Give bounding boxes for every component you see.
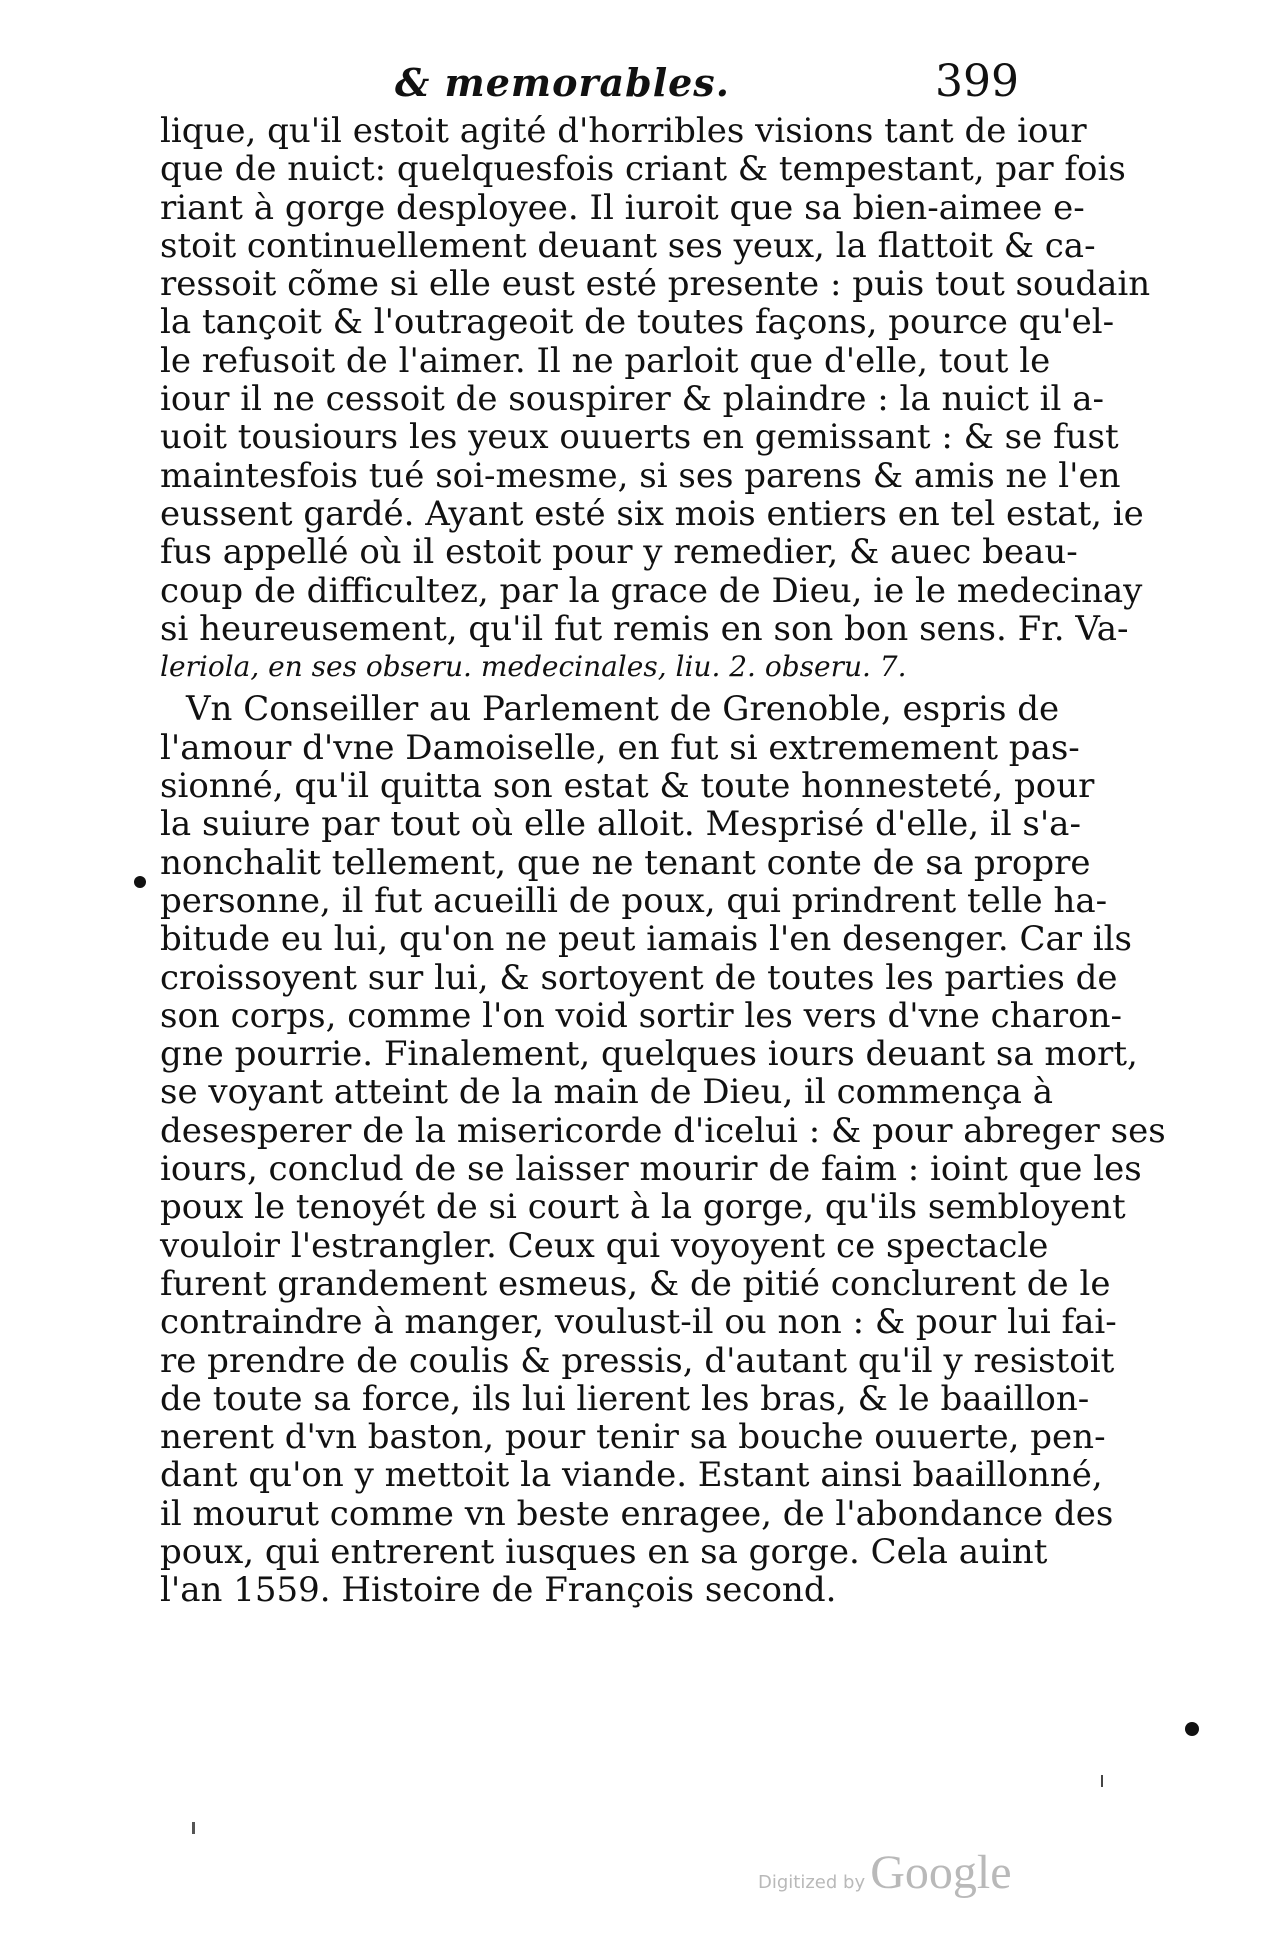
text-line: coup de difficultez, par la grace de Dieu, ie le medecinay — [160, 570, 1143, 611]
watermark-brand: Google — [870, 1846, 1012, 1899]
ink-speck — [192, 1822, 195, 1834]
text-line: iour il ne cessoit de souspirer & plaindre : la nuict il a- — [160, 379, 1104, 420]
text-line: eussent gardé. Ayant esté six mois entiers en tel estat, ie — [160, 493, 1144, 534]
text-line: furent grandement esmeus, & de pitié conclurent de le — [160, 1263, 1111, 1304]
text-line: l'amour d'vne Damoiselle, en fut si extremement pas- — [160, 727, 1080, 768]
text-line: lique, qu'il estoit agité d'horribles visions tant de iour — [160, 111, 1087, 151]
text-line: son corps, comme l'on void sortir les vers d'vne charon- — [160, 995, 1122, 1036]
text-line: iours, conclud de se laisser mourir de faim : ioint que les — [160, 1149, 1142, 1190]
text-line: l'an 1559. Histoire de François second. — [160, 1570, 837, 1611]
paragraph-1 — [160, 111, 1151, 686]
text-line: la tançoit & l'outrageoit de toutes façons, pource qu'el- — [160, 302, 1115, 343]
digitized-watermark — [758, 1845, 1012, 1905]
ink-speck — [1185, 1722, 1199, 1736]
text-line: se voyant atteint de la main de Dieu, il commença à — [160, 1072, 1054, 1113]
text-line: stoit continuellement deuant ses yeux, la flattoit & ca- — [160, 225, 1096, 266]
text-line: la suiure par tout où elle alloit. Mesprisé d'elle, il s'a- — [160, 804, 1081, 845]
text-line: maintesfois tué soi-mesme, si ses parens & amis ne l'en — [160, 455, 1121, 496]
page-header — [395, 52, 1019, 112]
watermark-prefix: Digitized by — [758, 1872, 866, 1893]
text-line: dant qu'on y mettoit la viande. Estant ainsi baaillonné, — [160, 1455, 1103, 1496]
text-line: il mourut comme vn beste enragee, de l'abondance des — [160, 1493, 1114, 1534]
text-line: nerent d'vn baston, pour tenir sa bouche ouuerte, pen- — [160, 1417, 1106, 1458]
text-line: vouloir l'estrangler. Ceux qui voyoyent ce spectacle — [160, 1225, 1049, 1266]
page-number: 399 — [935, 56, 1019, 107]
text-line: de toute sa force, ils lui lierent les bras, & le baaillon- — [160, 1378, 1090, 1419]
text-line: nonchalit tellement, que ne tenant conte de sa propre — [160, 842, 1091, 883]
text-line: Vn Conseiller au Parlement de Grenoble, espris de — [186, 689, 1060, 730]
text-line: ressoit cõme si elle eust esté presente : puis tout soudain — [160, 264, 1151, 305]
body-text — [160, 111, 1166, 1611]
ink-speck — [1101, 1775, 1103, 1787]
running-head: & memorables. — [395, 60, 730, 105]
margin-mark — [134, 876, 146, 888]
text-line: personne, il fut acueilli de poux, qui prindrent telle ha- — [160, 880, 1108, 921]
text-line: desesperer de la misericorde d'icelui : & pour abreger ses — [160, 1110, 1166, 1151]
text-line: fus appellé où il estoit pour y remedier, & auec beau- — [160, 532, 1078, 573]
text-line: riant à gorge desployee. Il iuroit que sa bien-aimee e- — [160, 187, 1085, 228]
paragraph-2 — [160, 689, 1166, 1611]
text-line: uoit tousiours les yeux ouuerts en gemissant : & se fust — [160, 417, 1119, 458]
text-line: re prendre de coulis & pressis, d'autant qu'il y resistoit — [160, 1340, 1115, 1381]
citation-line: leriola, en ses obseru. medecinales, liu. 2. obseru. 7. — [160, 650, 907, 684]
text-line: bitude eu lui, qu'on ne peut iamais l'en desenger. Car ils — [160, 919, 1132, 960]
text-line: si heureusement, qu'il fut remis en son bon sens. Fr. Va- — [160, 608, 1129, 649]
text-line: croissoyent sur lui, & sortoyent de toutes les parties de — [160, 957, 1118, 998]
text-line: gne pourrie. Finalement, quelques iours deuant sa mort, — [160, 1034, 1138, 1075]
text-line: poux, qui entrerent iusques en sa gorge. Cela auint — [160, 1531, 1048, 1572]
text-line: sionné, qu'il quitta son estat & toute honnesteté, pour — [160, 766, 1095, 807]
text-line: poux le tenoyét de si court à la gorge, qu'ils sembloyent — [160, 1187, 1126, 1228]
text-line: contraindre à manger, voulust-il ou non : & pour lui fai- — [160, 1302, 1117, 1343]
text-line: le refusoit de l'aimer. Il ne parloit que d'elle, tout le — [160, 340, 1051, 381]
text-line: que de nuict: quelquesfois criant & tempestant, par fois — [160, 149, 1126, 190]
